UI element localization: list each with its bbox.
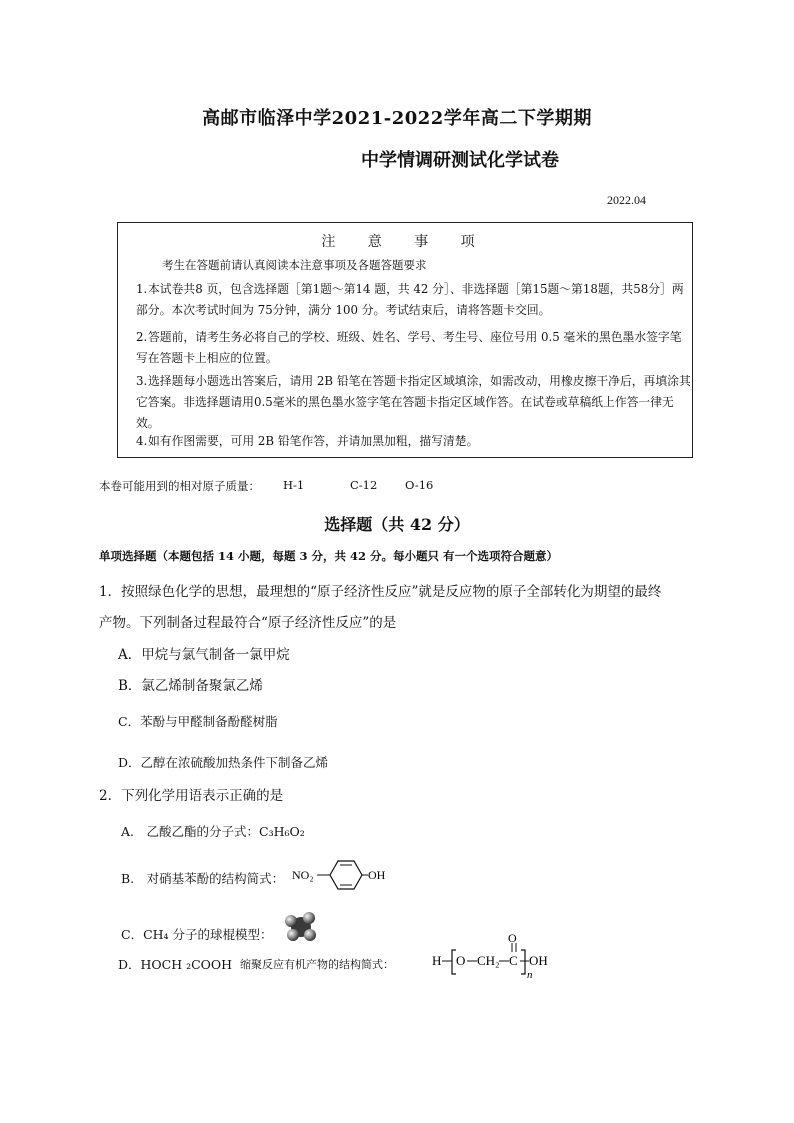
notice-intro: 考生在答题前请认真阅读本注意事项及各题答题要求 [162,258,427,272]
struct-oh: OH [529,953,548,968]
notice-box [117,222,693,458]
q1-stem-line1: 1．按照绿色化学的思想，最理想的“原子经济性反应”就是反应物的原子全部转化为期望的最终 [99,584,662,600]
methane-ball-model-icon [280,910,322,944]
q2-stem: 2．下列化学用语表示正确的是 [99,788,284,804]
q2-option-d-formula: D．HOCH ₂COOH [118,957,233,972]
notice-item-1 [136,279,691,321]
notice-item-text: 如有作图需要，可用 2B 铅笔作答，并请加黑加粗，描写清楚。 [148,434,479,448]
atomic-mass-o: O-16 [405,478,434,492]
struct-double-o: O [508,931,517,945]
notice-item-num: 2. [136,330,148,344]
notice-item-text: 本试卷共8 页，包含选择题［第1题～第14 题，共 42 分］、非选择题［第15题～第18题，共58分］两部分。本次考试时间为 75分钟，满分 100 分。考试结束后，请将答题卡交回。 [136,282,684,317]
q1-option-d: D．乙醇在浓硫酸加热条件下制备乙烯 [118,755,329,770]
q1-option-b: B．氯乙烯制备聚氯乙烯 [118,678,263,694]
notice-item-num: 1. [136,282,148,296]
struct-o: O [456,953,466,968]
q2-option-d-text: 缩聚反应有机产物的结构简式： [240,958,394,971]
q2-option-b: B. 对硝基苯酚的结构简式： [121,871,285,886]
section-instruction: 单项选择题（本题包括 14 小题，每题 3 分，共 42 分。每小题只 有一个选项符合题意） [99,549,559,563]
atomic-mass-h: H-1 [283,478,305,492]
struct-c: C [509,953,518,968]
notice-item-2 [136,327,691,369]
q2-option-c: C．CH₄ 分子的球棍模型： [121,927,273,942]
notice-item-text: 答题前，请考生务必将自己的学校、班级、姓名、学号、考生号、座位号用 0.5 毫米的黑色墨水签字笔写在答题卡上相应的位置。 [136,330,682,365]
notice-item-text: 选择题每小题选出答案后，请用 2B 铅笔在答题卡指定区域填涂，如需改动，用橡皮擦干净后，再填涂其它答案。非选择题请用0.5毫米的黑色墨水签字笔在答题卡指定区域作答。在试卷或草稿纸上作答一律无效。 [136,374,691,430]
hydroxyl-group-label: OH [368,868,386,882]
section-heading: 选择题（共 42 分） [324,515,470,534]
notice-title: 注 意 事 项 [321,234,489,250]
exam-title-line2: 中学情调研测试化学试卷 [361,150,559,171]
notice-item-num: 4. [136,434,148,448]
notice-item-3 [136,371,691,434]
struct-ch2: CH₂ [477,953,500,968]
q1-option-c: C．苯酚与甲醛制备酚醛树脂 [118,714,278,729]
notice-item-4 [136,431,691,452]
notice-item-num: 3. [136,374,148,388]
struct-h: H [432,953,442,968]
q1-option-a: A．甲烷与氯气制备一氯甲烷 [118,647,290,663]
atomic-mass-c: C-12 [350,478,378,492]
atomic-mass-label: 本卷可能用到的相对原子质量： [99,479,260,493]
polyester-structure-diagram [428,930,558,980]
nitrophenol-structure-diagram [290,855,390,895]
q2-option-a: A. 乙酸乙酯的分子式：C₃H₆O₂ [121,824,305,839]
nitro-group-label: NO₂ [292,868,314,882]
struct-n: n [527,969,533,980]
q1-stem-line2: 产物。下列制备过程最符合“原子经济性反应”的是 [99,615,397,631]
exam-title-line1: 高邮市临泽中学2021-2022学年高二下学期期 [202,108,592,129]
exam-date: 2022.04 [607,193,646,207]
